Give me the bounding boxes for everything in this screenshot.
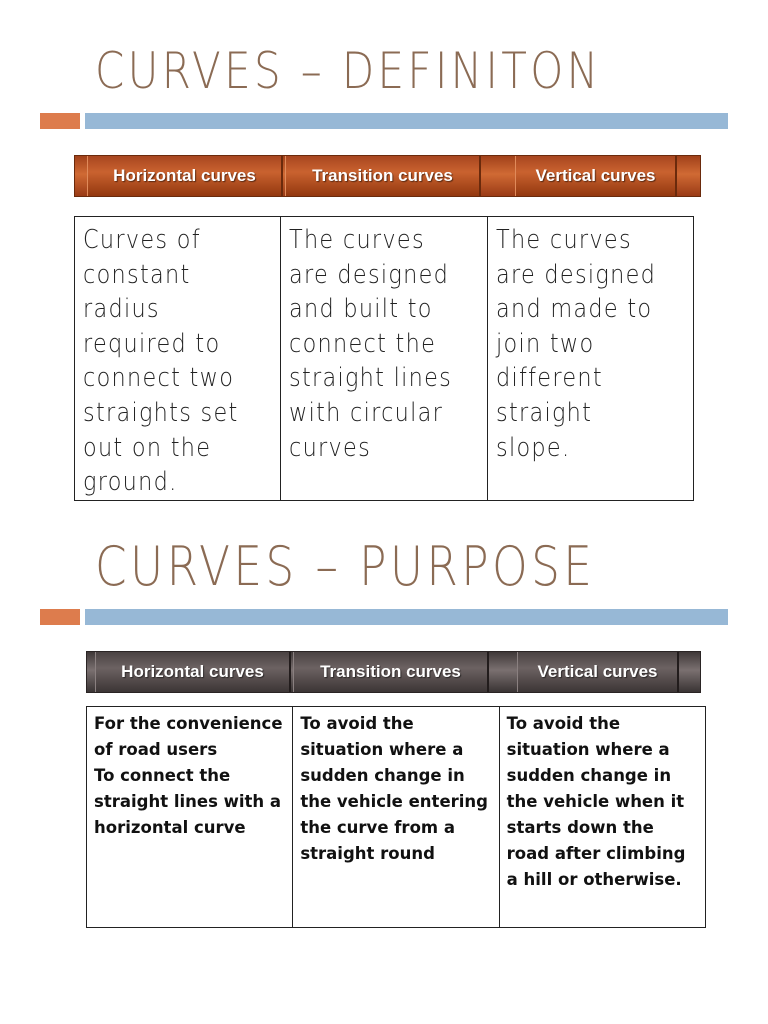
- tab-transition-curves: Transition curves: [285, 156, 481, 196]
- table-row: [75, 217, 694, 501]
- definition-cell-transition: [281, 217, 487, 501]
- accent-blue-line: [85, 113, 728, 129]
- tab-transition-curves: Transition curves: [293, 652, 489, 692]
- section-2-accent-bar: [40, 609, 730, 625]
- cell-text: The curves are designed and made to join two different straight slope.: [495, 225, 656, 463]
- accent-orange-block: [40, 113, 80, 129]
- cell-text: Curves of constant radius required to connect two straights set out on the ground.: [83, 225, 239, 498]
- section-1-accent-bar: [40, 113, 730, 129]
- purpose-cell-transition: [293, 707, 499, 928]
- cell-text: For the convenience of road users To connect the straight lines with a horizontal curve: [94, 714, 283, 837]
- purpose-cell-vertical: [499, 707, 705, 928]
- definition-cell-horizontal: [75, 217, 281, 501]
- definition-cell-vertical: [487, 217, 693, 501]
- section-1-title: CURVES – DEFINITON: [95, 42, 602, 100]
- cell-text: To avoid the situation where a sudden change in the vehicle when it starts down the road after climbing a hill or otherwise.: [506, 714, 686, 889]
- section-1-tab-bar: [74, 155, 701, 197]
- table-row: [87, 707, 706, 928]
- tab-horizontal-curves: Horizontal curves: [95, 652, 291, 692]
- cell-text: To avoid the situation where a sudden change in the vehicle entering the curve from a straight round: [300, 714, 488, 863]
- section-2-title: CURVES – PURPOSE: [95, 535, 596, 598]
- definition-table: [74, 216, 694, 501]
- tab-vertical-curves: Vertical curves: [515, 156, 677, 196]
- purpose-table: [86, 706, 706, 928]
- cell-text: The curves are designed and built to connect the straight lines with circular curves: [289, 225, 453, 463]
- accent-orange-block: [40, 609, 80, 625]
- tab-vertical-curves: Vertical curves: [517, 652, 679, 692]
- accent-blue-line: [85, 609, 728, 625]
- purpose-cell-horizontal: [87, 707, 293, 928]
- section-2-tab-bar: [86, 651, 701, 693]
- tab-horizontal-curves: Horizontal curves: [87, 156, 283, 196]
